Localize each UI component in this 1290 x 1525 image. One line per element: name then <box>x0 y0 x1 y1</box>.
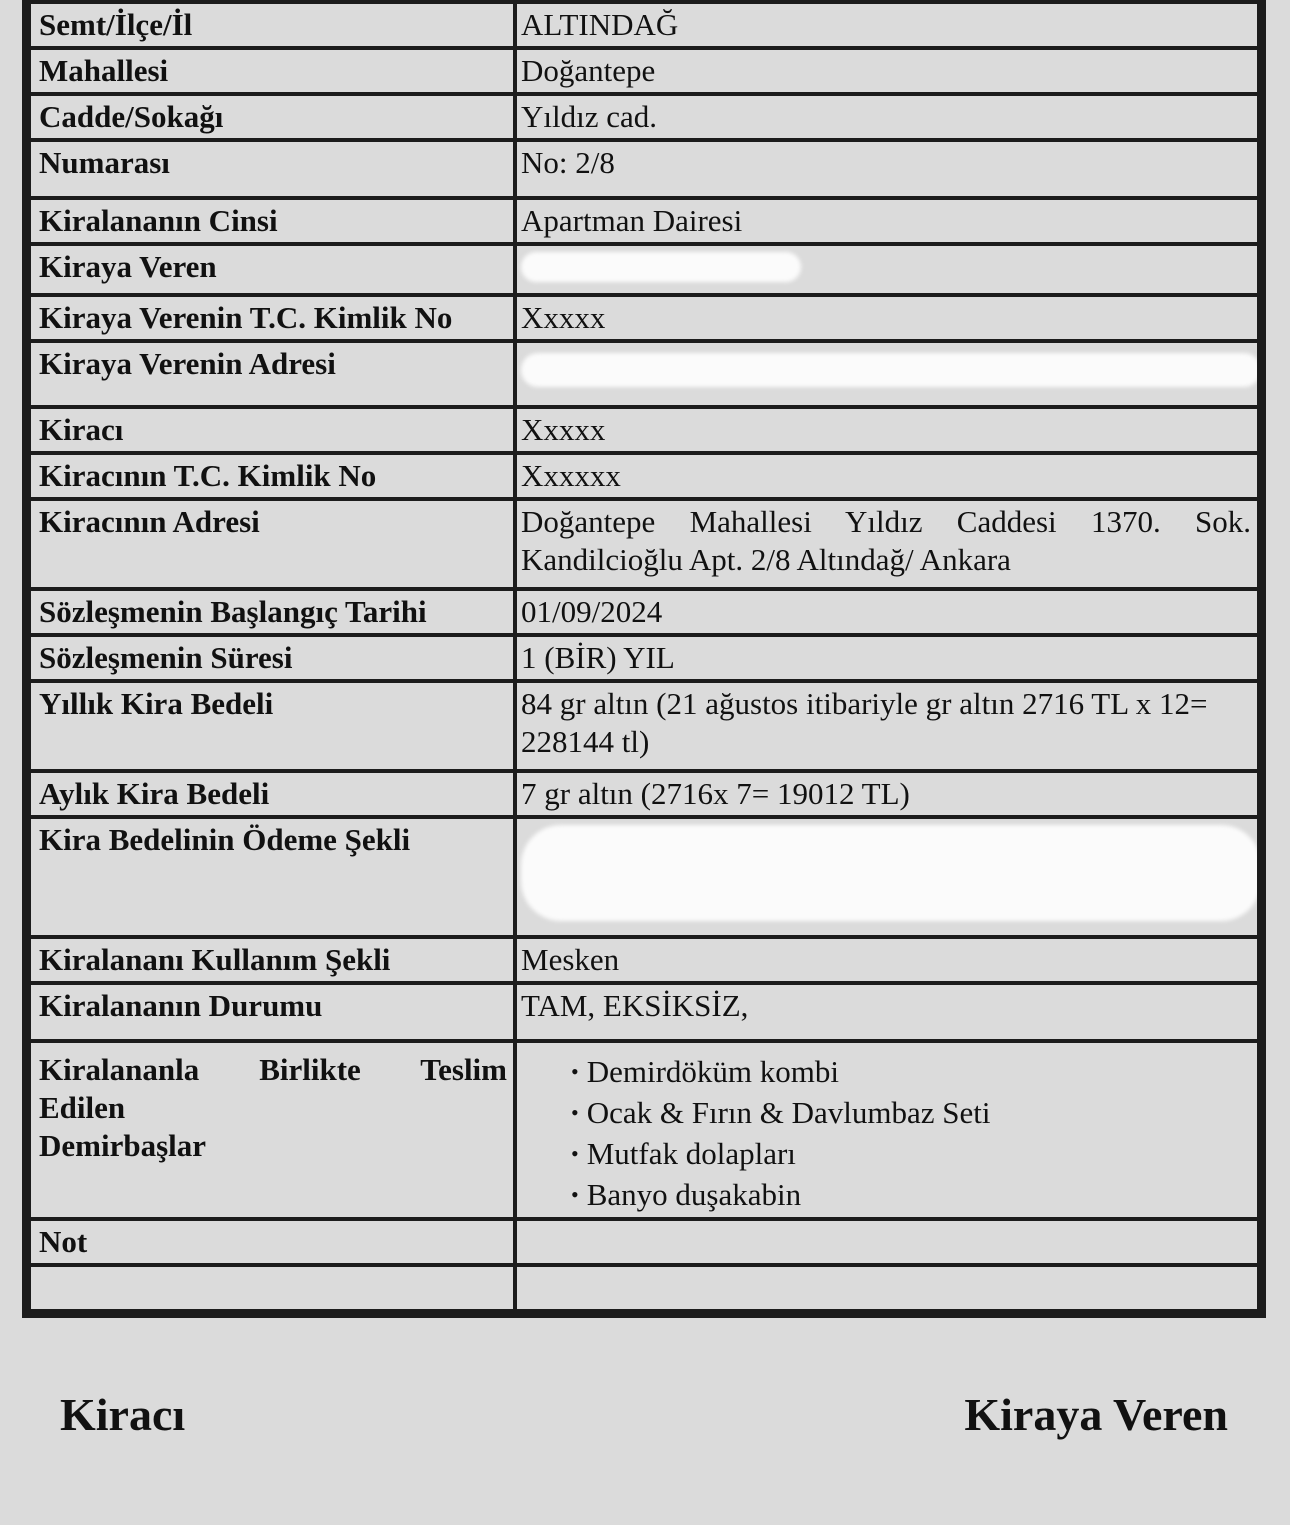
table-row <box>29 341 1259 407</box>
landlord-signature-label: Kiraya Veren <box>964 1389 1228 1440</box>
row-value: 84 gr altın (21 ağustos itibariyle gr altın 2716 TL x 12= 228144 tl) <box>515 681 1259 771</box>
contract-sheet <box>22 0 1266 1318</box>
row-label: Kiraya Verenin T.C. Kimlik No <box>29 295 515 341</box>
table-row <box>29 937 1259 983</box>
row-label: Cadde/Sokağı <box>29 94 515 140</box>
table-row <box>29 198 1259 244</box>
list-item: • Ocak & Fırın & Davlumbaz Seti <box>571 1092 1251 1133</box>
row-label: Kiralananın Durumu <box>29 983 515 1041</box>
table-row <box>29 499 1259 589</box>
row-value: Apartman Dairesi <box>515 198 1259 244</box>
fixtures-list-cell <box>515 1041 1259 1219</box>
list-item: • Banyo duşakabin <box>571 1174 1251 1215</box>
row-label: Kira Bedelinin Ödeme Şekli <box>29 817 515 937</box>
row-value: Yıldız cad. <box>515 94 1259 140</box>
tenant-signature-label: Kiracı <box>60 1389 186 1440</box>
table-row <box>29 295 1259 341</box>
row-label: Aylık Kira Bedeli <box>29 771 515 817</box>
row-value: No: 2/8 <box>515 140 1259 198</box>
row-label: Mahallesi <box>29 48 515 94</box>
table-row <box>29 983 1259 1041</box>
row-value: ALTINDAĞ <box>515 2 1259 48</box>
table-row <box>29 244 1259 295</box>
row-label: Yıllık Kira Bedeli <box>29 681 515 771</box>
table-row <box>29 407 1259 453</box>
table-row <box>29 453 1259 499</box>
row-label: Kiralananı Kullanım Şekli <box>29 937 515 983</box>
row-value: Doğantepe Mahallesi Yıldız Caddesi 1370. Sok. Kandilcioğlu Apt. 2/8 Altındağ/ Ankara <box>515 499 1259 589</box>
table-row <box>29 635 1259 681</box>
row-value: Xxxxxx <box>515 453 1259 499</box>
row-label: Kiraya Veren <box>29 244 515 295</box>
table-row <box>29 1265 1259 1311</box>
empty-cell <box>29 1265 515 1311</box>
row-value <box>515 1219 1259 1265</box>
table-row <box>29 771 1259 817</box>
row-label: Semt/İlçe/İl <box>29 2 515 48</box>
row-value: 1 (BİR) YIL <box>515 635 1259 681</box>
table-row <box>29 817 1259 937</box>
redaction-mark <box>521 252 801 282</box>
row-label: Sözleşmenin Süresi <box>29 635 515 681</box>
table-row <box>29 140 1259 198</box>
redaction-mark <box>521 825 1259 921</box>
list-item: • Mutfak dolapları <box>571 1133 1251 1174</box>
redacted-value <box>515 244 1259 295</box>
table-row <box>29 2 1259 48</box>
row-value: 7 gr altın (2716x 7= 19012 TL) <box>515 771 1259 817</box>
table-row <box>29 48 1259 94</box>
row-label: Numarası <box>29 140 515 198</box>
row-label: Kiralananın Cinsi <box>29 198 515 244</box>
label-line: Kiralananla Birlikte Teslim <box>39 1052 507 1087</box>
redaction-mark <box>521 353 1259 387</box>
row-value: Xxxxx <box>515 295 1259 341</box>
table-row <box>29 589 1259 635</box>
row-value: Xxxxx <box>515 407 1259 453</box>
row-value: 01/09/2024 <box>515 589 1259 635</box>
redacted-value <box>515 817 1259 937</box>
row-label: Sözleşmenin Başlangıç Tarihi <box>29 589 515 635</box>
redacted-value <box>515 341 1259 407</box>
empty-cell <box>515 1265 1259 1311</box>
row-label <box>29 1041 515 1219</box>
row-label: Kiracının T.C. Kimlik No <box>29 453 515 499</box>
table-row <box>29 94 1259 140</box>
row-value: Mesken <box>515 937 1259 983</box>
row-value: Doğantepe <box>515 48 1259 94</box>
fixtures-list <box>521 1051 1251 1215</box>
row-label: Kiracının Adresi <box>29 499 515 589</box>
row-label: Kiraya Verenin Adresi <box>29 341 515 407</box>
list-item: • Demirdöküm kombi <box>571 1051 1251 1092</box>
label-line: Demirbaşlar <box>39 1128 207 1163</box>
label-line: Edilen <box>39 1090 126 1125</box>
contract-table <box>27 0 1261 1313</box>
row-label: Kiracı <box>29 407 515 453</box>
table-row <box>29 1219 1259 1265</box>
row-value: TAM, EKSİKSİZ, <box>515 983 1259 1041</box>
row-label: Not <box>29 1219 515 1265</box>
table-row <box>29 1041 1259 1219</box>
table-row <box>29 681 1259 771</box>
